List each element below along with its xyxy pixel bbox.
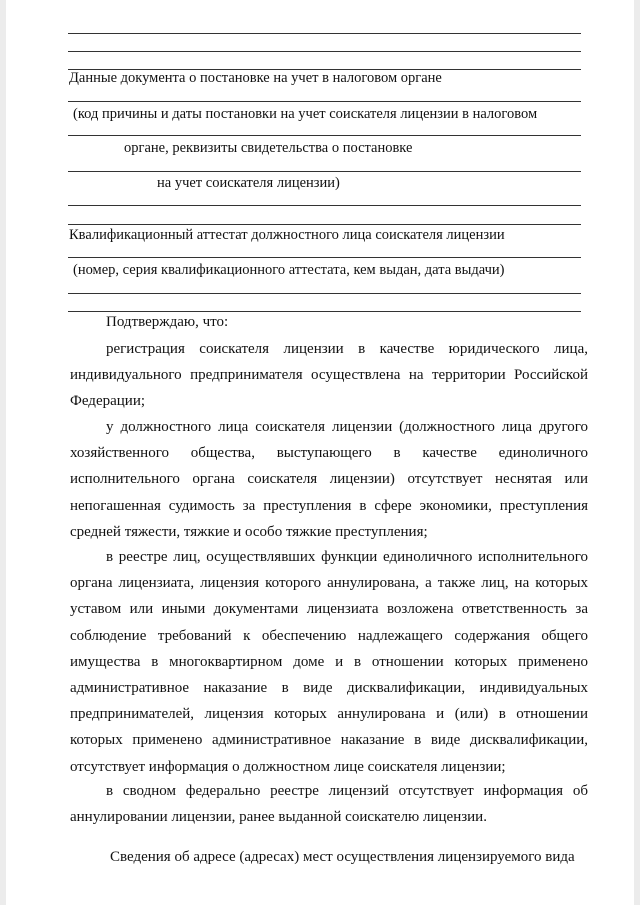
form-line xyxy=(68,101,581,102)
attestation-hint: (номер, серия квалификационного аттестата, кем выдан, дата выдачи) xyxy=(73,262,505,278)
form-line xyxy=(68,135,581,136)
paragraph-disqualification-registry: в реестре лиц, осуществлявших функции единоличного исполнительного органа лицензиата, лицензия которого аннулирована, а также лиц, на которых уставом или иными документами лицензиата возложена ответственность за соблюдение требований к обеспечению надлежащего содержания общего имущества в многоквартирном доме и в отношении которых применено административное наказание в виде дисквалификации, индивидуальных предпринимателей, лицензия которых аннулирована и (или) в отношении которых применено административное наказание в виде дисквалификации, отсутствует информация о должностном лице соискателя лицензии; xyxy=(70,549,588,775)
form-line xyxy=(68,293,581,294)
scan-left-edge xyxy=(0,0,6,905)
paragraph-criminal-record: у должностного лица соискателя лицензии (должностного лица другого хозяйственного общества, выступающего в качестве единоличного исполнительного органа соискателя лицензии) отсутствует неснятая или непогашенная судимость за преступления в сфере экономики, преступления средней тяжести, тяжкие и особо тяжкие преступления; xyxy=(70,419,588,540)
form-line xyxy=(68,33,581,34)
tax-document-hint: (код причины и даты постановки на учет соискателя лицензии в налоговом xyxy=(73,106,538,122)
form-line xyxy=(68,257,581,258)
form-line xyxy=(68,171,581,172)
form-line xyxy=(68,224,581,225)
form-line xyxy=(68,311,581,312)
attestation-label: Квалификационный аттестат должностного лица соискателя лицензии xyxy=(69,227,505,243)
tax-document-hint: органе, реквизиты свидетельства о постановке xyxy=(124,140,413,156)
form-line xyxy=(68,205,581,206)
form-line xyxy=(68,51,581,52)
scan-right-edge xyxy=(634,0,640,905)
tax-document-label: Данные документа о постановке на учет в налоговом органе xyxy=(69,70,442,86)
address-heading: Сведения об адресе (адресах) мест осуществления лицензируемого вида xyxy=(110,849,575,865)
paragraph-federal-registry: в сводном федерально реестре лицензий отсутствует информация об аннулировании лицензии, ранее выданной соискателю лицензии. xyxy=(70,783,588,826)
confirm-heading: Подтверждаю, что: xyxy=(106,314,229,330)
tax-document-hint: на учет соискателя лицензии) xyxy=(157,175,340,191)
paragraph-registration: регистрация соискателя лицензии в качестве юридического лица, индивидуального предпринимателя осуществлена на территории Российской Федерации; xyxy=(70,341,588,410)
